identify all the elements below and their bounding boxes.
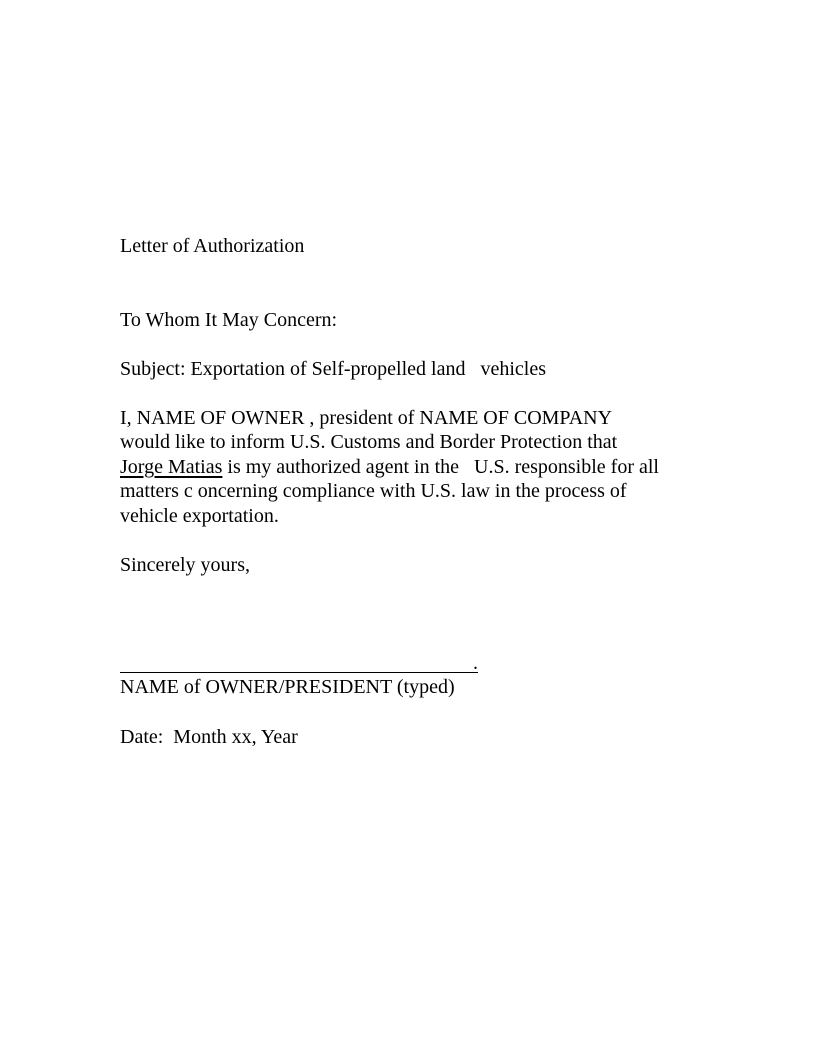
signatory-name: NAME of OWNER/PRESIDENT (typed)	[120, 676, 455, 698]
salutation: To Whom It May Concern:	[120, 309, 338, 331]
body-line-3-rest: is my authorized agent in the U.S. responsible for all	[222, 456, 659, 478]
subject-line: Subject: Exportation of Self-propelled land vehicles	[120, 358, 546, 380]
signature-line	[120, 651, 478, 675]
body-line-4: matters c oncerning compliance with U.S. law in the process of	[120, 480, 627, 502]
closing: Sincerely yours,	[120, 554, 250, 576]
signature-terminator: .	[473, 652, 478, 674]
letter-title: Letter of Authorization	[120, 235, 305, 257]
date-line: Date: Month xx, Year	[120, 726, 298, 748]
body-line-2: would like to inform U.S. Customs and Border Protection that	[120, 431, 618, 453]
signature-rule	[120, 651, 473, 673]
body-line-3	[120, 455, 659, 479]
agent-name: Jorge Matias	[120, 456, 223, 478]
body-line-1: I, NAME OF OWNER , president of NAME OF COMPANY	[120, 407, 613, 429]
body-line-5: vehicle exportation.	[120, 505, 279, 527]
